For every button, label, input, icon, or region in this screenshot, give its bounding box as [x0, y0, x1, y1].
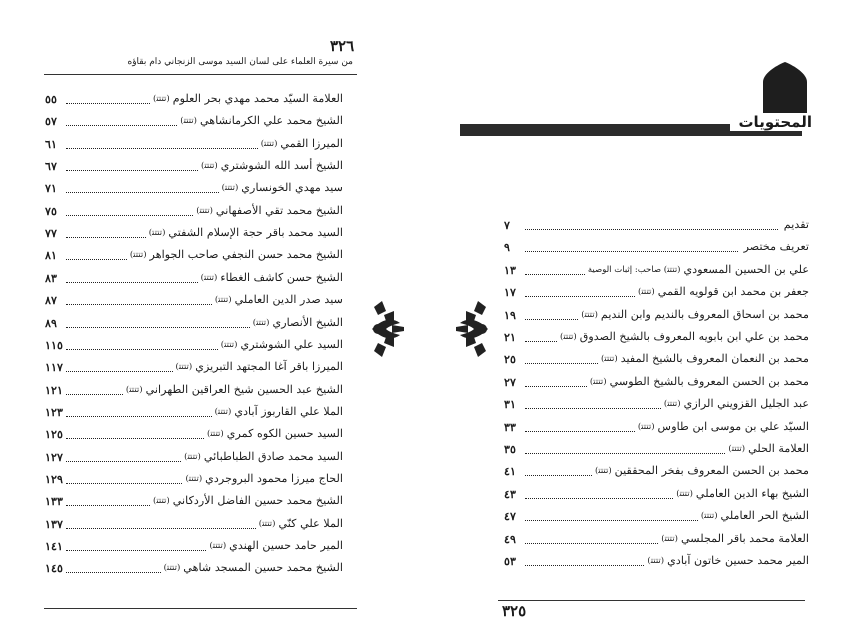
- toc-entry[interactable]: [45, 423, 343, 445]
- toc-entry-page-number: ٢٧: [504, 374, 517, 389]
- left-toc: [45, 88, 343, 588]
- toc-entry-title: الشيخ حسن كاشف الغطاء: [220, 270, 343, 284]
- floral-rosette-icon: [454, 297, 488, 361]
- dot-leader: [66, 192, 219, 193]
- dot-leader: [66, 259, 127, 260]
- dot-leader: [66, 528, 256, 529]
- toc-entry-title: جعفر بن محمد ابن قولويه القمي: [657, 285, 809, 299]
- toc-entry-honorific: (ﺗﺘﺘﺘ): [260, 138, 278, 149]
- toc-entry-page-number: ٥٧: [45, 114, 58, 129]
- dot-leader: [66, 170, 198, 171]
- dot-leader: [66, 304, 212, 305]
- dot-leader: [525, 386, 587, 387]
- dot-leader: [525, 229, 778, 230]
- dot-leader: [66, 438, 204, 439]
- toc-entry-page-number: ٤٩: [504, 531, 517, 546]
- toc-entry-page-number: ٢١: [504, 330, 517, 344]
- toc-entry[interactable]: [45, 557, 343, 579]
- toc-entry-honorific: (ﺗﺘﺘﺘ): [153, 496, 170, 507]
- toc-entry[interactable]: [504, 214, 809, 236]
- toc-entry-title: الشيخ أسد الله الشوشتري: [220, 159, 343, 173]
- right-page: [420, 0, 851, 639]
- right-toc: [504, 214, 809, 584]
- toc-entry[interactable]: [45, 312, 343, 334]
- toc-entry-page-number: ١٤٥: [45, 561, 64, 576]
- dot-leader: [525, 498, 673, 499]
- dot-leader: [525, 296, 635, 297]
- toc-entry-page-number: ١٢٣: [45, 404, 64, 419]
- toc-entry-honorific: (ﺗﺘﺘﺘ): [600, 354, 618, 365]
- toc-entry-honorific: (ﺗﺘﺘﺘ): [560, 332, 577, 342]
- dot-leader: [66, 461, 181, 462]
- toc-entry-honorific: (ﺗﺘﺘﺘ): [214, 295, 232, 306]
- toc-entry[interactable]: [504, 416, 809, 438]
- toc-entry-page-number: ٢٥: [504, 352, 517, 367]
- toc-entry[interactable]: [504, 483, 809, 505]
- toc-entry-title: الحاج ميرزا محمود البروجردي: [205, 471, 343, 485]
- toc-entry-title: الملا علي كنّي: [278, 516, 343, 530]
- contents-heading: المحتويات: [730, 113, 812, 131]
- toc-entry-honorific: (ﺗﺘﺘﺘ): [676, 488, 693, 499]
- toc-entry-honorific: (ﺗﺘﺘﺘ): [175, 362, 193, 373]
- toc-entry-page-number: ٨٧: [45, 293, 58, 308]
- toc-entry-honorific: (ﺗﺘﺘﺘ): [220, 339, 238, 350]
- dot-leader: [525, 520, 698, 521]
- toc-entry-honorific: (ﺗﺘﺘﺘ): [589, 376, 607, 387]
- toc-entry-honorific: (ﺗﺘﺘﺘ): [125, 384, 143, 395]
- toc-entry-honorific: (ﺗﺘﺘﺘ): [258, 518, 276, 529]
- toc-entry-page-number: ١٧: [504, 285, 517, 300]
- toc-entry-page-number: ٥٥: [45, 92, 58, 106]
- toc-entry-page-number: ٣٣: [504, 419, 517, 434]
- toc-entry-honorific: (ﺗﺘﺘﺘ): [252, 317, 270, 328]
- toc-entry-title: الميرزا القمي: [280, 136, 343, 150]
- toc-entry-honorific: (ﺗﺘﺘﺘ): [728, 444, 746, 454]
- toc-entry-page-number: ١١٥: [45, 337, 64, 352]
- toc-entry-page-number: ٤١: [504, 464, 517, 479]
- toc-entry-honorific: (ﺗﺘﺘﺘ): [153, 94, 170, 104]
- toc-entry-page-number: ٤٣: [504, 486, 517, 501]
- toc-entry-page-number: ١٩: [504, 307, 517, 322]
- toc-entry-title: الشيخ محمد حسن النجفي صاحب الجواهر: [149, 248, 343, 262]
- toc-entry-page-number: ١٢١: [45, 382, 64, 397]
- dot-leader: [66, 125, 177, 126]
- toc-entry-title: الشيخ محمد حسين الفاضل الأردكاني: [172, 494, 343, 508]
- toc-entry-title: المير محمد حسين خاتون آبادي: [667, 554, 809, 567]
- header-rule: [44, 74, 357, 75]
- dot-leader: [525, 543, 658, 544]
- toc-entry-title: سيد مهدي الخونساري: [241, 181, 343, 195]
- dot-leader: [525, 319, 578, 320]
- toc-entry[interactable]: [504, 281, 809, 303]
- floral-rosette-icon: [372, 297, 406, 361]
- toc-entry[interactable]: [504, 438, 809, 460]
- toc-entry-honorific: (ﺗﺘﺘﺘ): [581, 309, 598, 320]
- toc-entry-title: الملا علي القاربوز آبادي: [234, 404, 343, 418]
- right-page-number: ٣٢٥: [502, 602, 527, 620]
- toc-entry-honorific: (ﺗﺘﺘﺘ): [201, 161, 218, 172]
- toc-entry-honorific: (ﺗﺘﺘﺘ): [180, 116, 197, 127]
- dot-leader: [66, 327, 250, 328]
- left-page-number: ٣٢٦: [330, 37, 355, 55]
- dot-leader: [66, 349, 218, 350]
- dome-icon: [759, 62, 811, 114]
- toc-entry-title: محمد بن النعمان المعروف بالشيخ المفيد: [620, 352, 809, 366]
- toc-entry[interactable]: [45, 177, 343, 199]
- toc-entry-honorific: (ﺗﺘﺘﺘ): [200, 272, 218, 283]
- toc-entry-page-number: ١٢٩: [45, 471, 64, 486]
- dot-leader: [66, 572, 161, 573]
- dot-leader: [66, 505, 150, 506]
- toc-entry[interactable]: [45, 289, 343, 311]
- toc-entry-honorific: (ﺗﺘﺘﺘ): [185, 473, 203, 484]
- toc-entry-honorific: (ﺗﺘﺘﺘ): [209, 541, 227, 551]
- dot-leader: [66, 416, 212, 417]
- toc-entry-honorific: (ﺗﺘﺘﺘ): [214, 406, 232, 417]
- toc-entry-page-number: ٧٥: [45, 203, 58, 218]
- toc-entry[interactable]: [45, 379, 343, 401]
- toc-entry[interactable]: [45, 334, 343, 356]
- dot-leader: [66, 215, 193, 216]
- toc-entry-title: العلامة السيّد محمد مهدي بحر العلوم: [172, 92, 343, 105]
- toc-entry-honorific: (ﺗﺘﺘﺘ): [594, 466, 612, 477]
- dot-leader: [525, 431, 635, 432]
- left-page: [0, 0, 420, 639]
- toc-entry[interactable]: [45, 200, 343, 222]
- toc-entry-title: الشيخ الحر العاملي: [720, 509, 809, 523]
- toc-entry-page-number: ٧: [504, 218, 511, 232]
- toc-entry[interactable]: [45, 244, 343, 266]
- dot-leader: [525, 475, 592, 476]
- toc-entry-page-number: ٥٣: [504, 554, 517, 568]
- dot-leader: [66, 237, 146, 238]
- toc-entry[interactable]: [504, 236, 809, 258]
- dot-leader: [66, 148, 258, 149]
- toc-entry-title: علي بن الحسين المسعودي: [683, 262, 809, 276]
- toc-entry[interactable]: [45, 88, 343, 110]
- toc-entry-page-number: ٧١: [45, 181, 58, 196]
- toc-entry[interactable]: [504, 550, 809, 572]
- dot-leader: [66, 371, 172, 372]
- toc-entry-page-number: ١١٧: [45, 360, 64, 375]
- dot-leader: [525, 565, 644, 566]
- toc-entry[interactable]: [504, 371, 809, 393]
- toc-entry-title: العلامة محمد باقر المجلسي: [680, 531, 809, 545]
- dot-leader: [525, 251, 738, 252]
- toc-entry[interactable]: [45, 535, 343, 557]
- toc-entry-title: الشيخ عبد الحسين شيخ العراقين الطهراني: [145, 382, 343, 396]
- toc-entry-honorific: (ﺗﺘﺘﺘ): [148, 228, 166, 239]
- toc-entry-title: السيد حسين الكوه كمري: [226, 427, 343, 441]
- footer-rule: [498, 600, 805, 601]
- toc-entry-page-number: ٣١: [504, 397, 517, 412]
- toc-entry-title: السيّد علي بن موسى ابن طاوس: [657, 419, 809, 433]
- toc-entry-title: السيد علي الشوشتري: [240, 337, 343, 351]
- toc-entry[interactable]: [45, 155, 343, 177]
- toc-entry-title: المير حامد حسين الهندي: [229, 539, 343, 552]
- toc-entry-title: تقديم: [783, 218, 809, 231]
- toc-entry-page-number: ١٣٣: [45, 494, 64, 509]
- toc-entry-page-number: ١٣٧: [45, 516, 64, 531]
- toc-entry-honorific: (ﺗﺘﺘﺘ): [129, 250, 147, 261]
- toc-entry-honorific: (ﺗﺘﺘﺘ): [221, 183, 239, 194]
- toc-entry-page-number: ٨٩: [45, 315, 58, 330]
- toc-entry[interactable]: [504, 460, 809, 482]
- toc-entry-honorific: (ﺗﺘﺘﺘ): [663, 399, 681, 410]
- toc-entry-title: محمد بن اسحاق المعروف بالنديم وابن النديم: [600, 307, 809, 321]
- toc-entry-honorific: (ﺗﺘﺘﺘ): [196, 205, 213, 216]
- toc-entry-page-number: ٨٣: [45, 270, 58, 285]
- dot-leader: [525, 363, 598, 364]
- toc-entry-honorific: (ﺗﺘﺘﺘ): [700, 511, 718, 522]
- toc-entry[interactable]: [45, 110, 343, 132]
- toc-entry[interactable]: [504, 393, 809, 415]
- toc-entry-page-number: ٤٧: [504, 509, 517, 524]
- toc-entry[interactable]: [504, 304, 809, 326]
- toc-entry[interactable]: [45, 490, 343, 512]
- toc-entry-honorific: (ﺗﺘﺘﺘ): [638, 287, 655, 298]
- toc-entry[interactable]: [45, 133, 343, 155]
- toc-entry-title: العلامة الحلي: [748, 442, 809, 455]
- toc-entry-honorific: (ﺗﺘﺘﺘ): [647, 556, 665, 566]
- running-head: من سيرة العلماء على لسان السيد موسى الزنجاني دام بقاؤه: [127, 57, 353, 67]
- toc-entry-page-number: ٣٥: [504, 442, 517, 456]
- toc-entry-title: محمد بن علي ابن بابويه المعروف بالشيخ الصدوق: [579, 330, 809, 343]
- toc-entry-title: عبد الجليل القزويني الرازي: [683, 397, 809, 411]
- toc-entry[interactable]: [45, 468, 343, 490]
- dot-leader: [66, 282, 198, 283]
- toc-entry-title: محمد بن الحسن المعروف بفخر المحققين: [614, 464, 809, 478]
- toc-entry-page-number: ١٢٥: [45, 427, 64, 442]
- toc-entry-title: الشيخ محمد تقي الأصفهاني: [215, 203, 343, 217]
- toc-entry-page-number: ٧٧: [45, 226, 58, 241]
- toc-entry[interactable]: [45, 446, 343, 468]
- footer-rule: [44, 608, 357, 609]
- toc-entry-title: سيد صدر الدين العاملي: [234, 293, 343, 307]
- toc-entry-title: الشيخ الأنصاري: [272, 315, 343, 329]
- toc-entry[interactable]: [45, 356, 343, 378]
- toc-entry-page-number: ٨١: [45, 248, 58, 263]
- toc-entry-honorific: (ﺗﺘﺘﺘ): [163, 563, 181, 574]
- toc-entry-honorific: (ﺗﺘﺘﺘ) صاحب: إثبات الوصية: [587, 264, 681, 275]
- toc-entry[interactable]: [45, 513, 343, 535]
- toc-entry[interactable]: [504, 528, 809, 550]
- dot-leader: [66, 483, 182, 484]
- toc-entry[interactable]: [504, 326, 809, 348]
- toc-entry[interactable]: [45, 222, 343, 244]
- toc-entry-honorific: (ﺗﺘﺘﺘ): [661, 533, 678, 544]
- toc-entry-title: الشيخ محمد علي الكرمانشاهي: [199, 114, 343, 128]
- dot-leader: [66, 550, 206, 551]
- toc-entry-page-number: ٩: [504, 240, 511, 255]
- toc-entry-title: الميرزا باقر آغا المجتهد التبريزي: [195, 360, 343, 374]
- dot-leader: [66, 103, 150, 104]
- toc-entry-page-number: ١٤١: [45, 539, 64, 553]
- dot-leader: [66, 394, 123, 395]
- dot-leader: [525, 453, 725, 454]
- toc-entry[interactable]: [45, 267, 343, 289]
- toc-entry-title: الشيخ بهاء الدين العاملي: [695, 486, 809, 500]
- toc-entry-honorific: (ﺗﺘﺘﺘ): [637, 421, 655, 432]
- toc-entry-title: السيد محمد باقر حجة الإسلام الشفتي: [168, 226, 343, 240]
- toc-entry-page-number: ١٢٧: [45, 449, 64, 464]
- toc-entry-title: تعريف مختصر: [743, 240, 809, 254]
- dot-leader: [525, 408, 661, 409]
- toc-entry[interactable]: [504, 505, 809, 527]
- toc-entry-title: محمد بن الحسن المعروف بالشيخ الطوسي: [609, 374, 809, 388]
- toc-entry[interactable]: [504, 259, 809, 281]
- toc-entry-honorific: (ﺗﺘﺘﺘ): [184, 451, 201, 462]
- toc-entry-honorific: (ﺗﺘﺘﺘ): [207, 429, 224, 440]
- toc-entry-title: الشيخ محمد حسين المسجد شاهي: [183, 561, 343, 575]
- toc-entry-page-number: ٦٧: [45, 159, 58, 174]
- toc-entry-page-number: ١٣: [504, 262, 517, 277]
- toc-entry-page-number: ٦١: [45, 136, 58, 151]
- toc-entry[interactable]: [504, 348, 809, 370]
- toc-entry-title: السيد محمد صادق الطباطبائي: [203, 449, 343, 463]
- dot-leader: [525, 341, 557, 342]
- dot-leader: [525, 274, 585, 275]
- toc-entry[interactable]: [45, 401, 343, 423]
